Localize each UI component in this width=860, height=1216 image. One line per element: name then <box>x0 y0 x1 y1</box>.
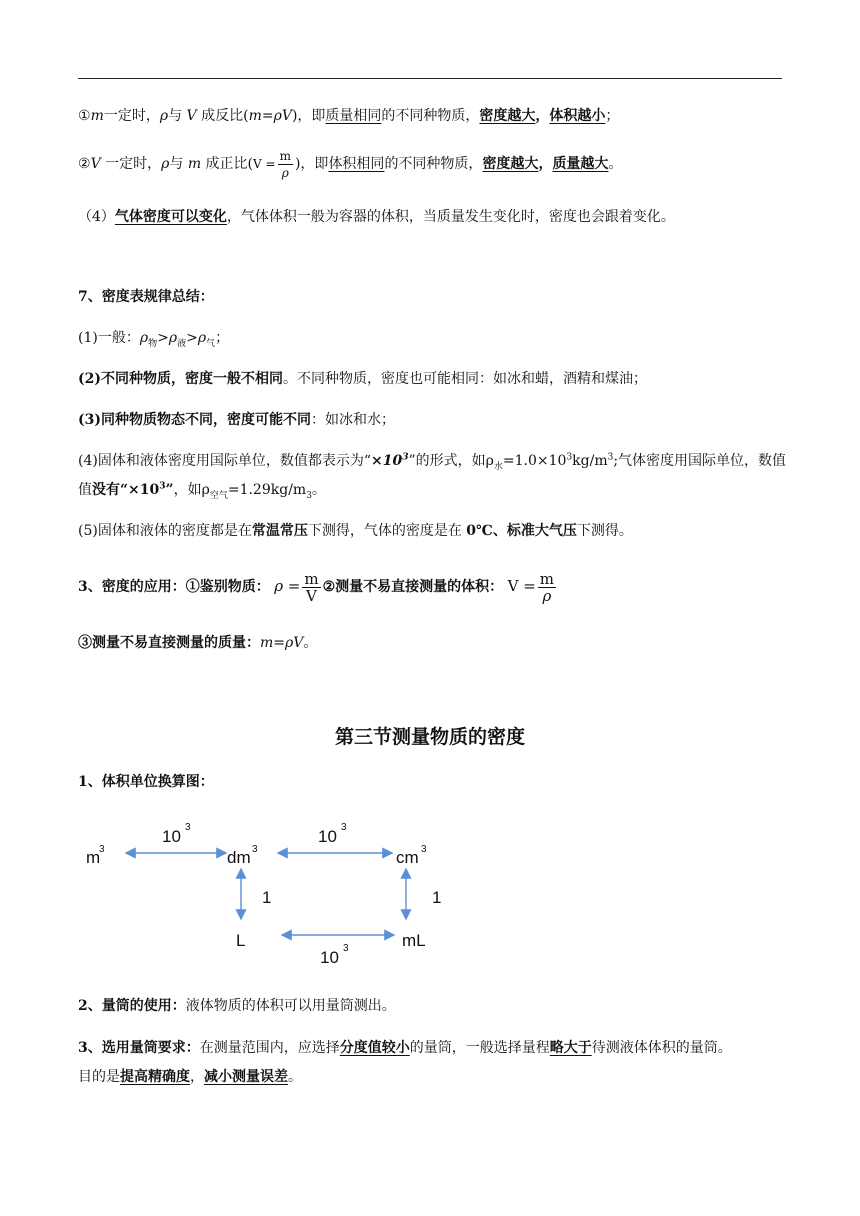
t: 2、量筒的使用： <box>78 998 186 1014</box>
header-rule <box>78 78 782 79</box>
t: ρ <box>159 108 169 124</box>
emphasis: 减小测量误差 <box>204 1069 288 1085</box>
t: 。 <box>311 482 326 498</box>
density-applications <box>78 566 558 607</box>
t: ：如冰和水； <box>311 412 395 428</box>
t: 3、选用量筒要求： <box>78 1040 200 1056</box>
t: =1.0×10 <box>502 453 567 469</box>
t: ②测量不易直接测量的体积： <box>322 579 504 595</box>
t: 1、体积单位换算图： <box>78 774 214 790</box>
t: )，即 <box>294 156 329 172</box>
denominator: ρ <box>542 586 552 605</box>
emphasis: (3)同种物质物态不同，密度可能不同 <box>78 412 311 428</box>
t: ” <box>165 482 174 498</box>
t: 的不同种物质， <box>384 156 483 172</box>
emphasis: 略大于 <box>549 1040 592 1056</box>
t: 3 <box>566 452 573 463</box>
factor-label: 1 <box>432 888 442 907</box>
rule-4-cont <box>78 480 326 500</box>
t: =1.29kg/m <box>227 482 307 498</box>
t: 成正比( <box>201 156 254 172</box>
t: ρ <box>161 156 170 172</box>
t: ② <box>78 156 91 172</box>
volume-unit-title <box>78 772 214 792</box>
t: > <box>186 330 198 346</box>
graduated-cylinder-usage <box>78 996 396 1016</box>
rule-4 <box>78 451 786 471</box>
t: 。 <box>303 635 318 651</box>
unit-L: L <box>236 931 246 950</box>
paragraph-direct-proportion <box>78 146 622 182</box>
volume-unit-diagram <box>78 815 458 975</box>
t: ρ <box>139 330 149 346</box>
emphasis: 提高精确度 <box>120 1069 190 1085</box>
t: 3 <box>159 481 166 492</box>
denominator: ρ <box>281 165 289 180</box>
emphasis: 气体密度可以变化 <box>114 209 227 225</box>
formula-lhs: V = <box>253 157 276 171</box>
unit-mL: mL <box>402 931 426 950</box>
emphasis: (2)不同种物质，密度一般不相同 <box>78 371 283 387</box>
denominator: V <box>306 586 317 605</box>
emphasis: 密度越大 <box>482 156 539 172</box>
cylinder-selection <box>78 1038 732 1058</box>
emphasis: 密度越大 <box>479 108 536 124</box>
formula-lhs: ρ = <box>274 577 301 595</box>
formula: m=ρV <box>248 108 292 124</box>
formula: m=ρV <box>260 635 304 651</box>
rule-5 <box>78 521 633 541</box>
t: ， <box>535 108 550 124</box>
rule-2 <box>78 369 647 389</box>
emphasis: 分度值较小 <box>339 1040 410 1056</box>
cylinder-selection-cont <box>78 1067 302 1087</box>
t: 7、密度表规律总结： <box>78 289 214 305</box>
t: (1)一般： <box>78 330 140 346</box>
t: 与 <box>169 156 188 172</box>
t: 3 <box>607 452 614 463</box>
sup: 3 <box>343 943 349 954</box>
t: （4） <box>78 209 115 225</box>
fraction <box>278 148 293 181</box>
sup: 3 <box>252 844 258 855</box>
t: ，气体体积一般为容器的体积，当质量发生变化时，密度也会跟着变化。 <box>226 209 675 225</box>
sup: 3 <box>341 822 347 833</box>
emphasis: 常温常压 <box>251 523 308 539</box>
t: 3、密度的应用：①鉴别物质： <box>78 579 270 595</box>
t: kg/m <box>572 453 608 469</box>
t: ； <box>605 108 620 124</box>
emphasis: 0℃、标准大气压 <box>466 523 577 539</box>
t: ρ <box>168 330 178 346</box>
fraction <box>538 571 556 604</box>
t: 与 <box>168 108 187 124</box>
density-application-mass <box>78 633 317 653</box>
factor-label: 1 <box>262 888 272 907</box>
t: (4)固体和液体密度用国际单位，数值都表示为“ <box>78 453 371 469</box>
t: ”的形式，如ρ <box>408 453 494 469</box>
sup: 3 <box>421 844 427 855</box>
numerator: m <box>539 569 555 588</box>
unit-m3: m <box>86 848 101 867</box>
unit-cm3: cm <box>396 848 419 867</box>
t: > <box>157 330 169 346</box>
t: ， <box>538 156 553 172</box>
t: (5)固体和液体的密度都是在 <box>78 523 252 539</box>
factor-label: 10 <box>320 948 339 967</box>
numerator: m <box>304 569 319 588</box>
t: 下测得，气体的密度是在 <box>307 523 467 539</box>
t: 的量筒，一般选择量程 <box>409 1040 550 1056</box>
t: ， <box>190 1069 204 1085</box>
t: 液 <box>177 338 187 349</box>
underlined-text: 质量相同 <box>325 108 382 124</box>
sup: 3 <box>185 822 191 833</box>
t: 。 <box>288 1069 302 1085</box>
t: V <box>90 156 101 172</box>
underlined-text: 体积相同 <box>328 156 385 172</box>
t: ； <box>215 330 230 346</box>
t: 物 <box>148 338 158 349</box>
t: 在测量范围内，应选择 <box>199 1040 340 1056</box>
factor-label: 10 <box>318 827 337 846</box>
t: 下测得。 <box>576 523 633 539</box>
section-heading: 第三节测量物质的密度 <box>334 726 525 748</box>
section-title-density-rules <box>78 287 214 307</box>
unit-dm3: dm <box>227 848 251 867</box>
t: 液体物质的体积可以用量筒测出。 <box>185 998 396 1014</box>
t: 3 <box>306 490 312 501</box>
factor-label: 10 <box>162 827 181 846</box>
t: 待测液体体积的量筒。 <box>591 1040 732 1056</box>
t: 的不同种物质， <box>381 108 480 124</box>
emphasis: 体积越小 <box>549 108 606 124</box>
t: 水 <box>493 461 503 472</box>
t: V <box>186 108 197 124</box>
t: 。 <box>608 156 623 172</box>
t: ① <box>78 108 91 124</box>
t: ×10 <box>371 453 403 469</box>
t: 值 <box>78 482 92 498</box>
t: m <box>90 108 104 124</box>
t: 目的是 <box>78 1069 120 1085</box>
rule-3 <box>78 410 395 430</box>
formula-lhs: V = <box>507 577 536 595</box>
t: m <box>187 156 202 172</box>
t: 一定时， <box>103 108 160 124</box>
t: 一定时， <box>100 156 162 172</box>
t: 空气 <box>209 490 228 501</box>
numerator: m <box>279 148 291 163</box>
t: ③测量不易直接测量的质量： <box>78 635 260 651</box>
rule-1 <box>78 328 229 348</box>
t: 成反比( <box>196 108 249 124</box>
t: ρ <box>197 330 207 346</box>
emphasis: 没有“×10 <box>92 482 160 498</box>
t: 3 <box>402 452 409 463</box>
paragraph-gas-density <box>78 207 675 227</box>
t: )，即 <box>291 108 326 124</box>
emphasis: 质量越大 <box>552 156 609 172</box>
t: 。不同种物质，密度也可能相同：如冰和蜡，酒精和煤油； <box>283 371 647 387</box>
t: 气 <box>206 338 216 349</box>
t: ;气体密度用国际单位，数值 <box>613 453 787 469</box>
sup: 3 <box>99 844 105 855</box>
paragraph-inverse-proportion <box>78 106 619 126</box>
fraction <box>302 571 320 604</box>
t: ，如ρ <box>173 482 210 498</box>
